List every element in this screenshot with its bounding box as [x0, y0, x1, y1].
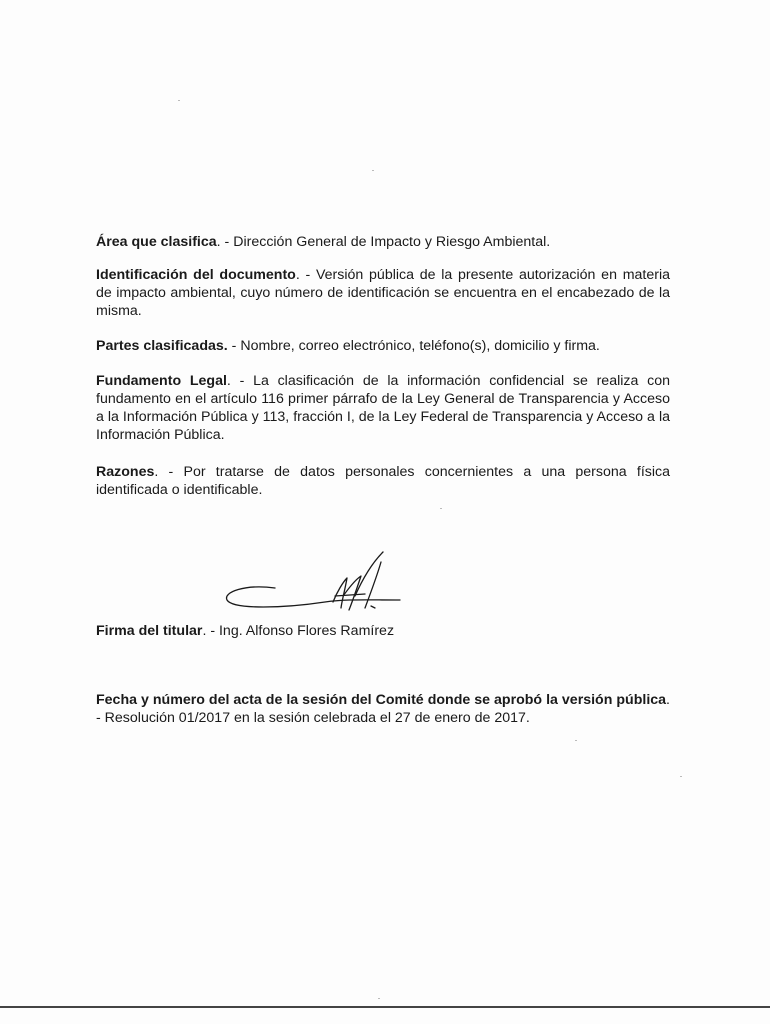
firma-label: Firma del titular [96, 623, 203, 639]
area-text: . - Dirección General de Impacto y Riesgo Ambiental. [216, 234, 551, 250]
scan-speck [378, 998, 380, 999]
scan-speck [680, 776, 682, 777]
scan-speck [178, 100, 180, 101]
handwritten-signature [215, 548, 405, 620]
partes-clasificadas-paragraph [96, 337, 670, 355]
scan-speck [372, 170, 374, 171]
fundamento-text: . - La clasificación de la información confidencial se realiza con fundamento en el artículo 116 primer párrafo de la Ley General de Transparencia y Acceso a la Información Pública y 113, fracción I, de la Ley Federal de Transparencia y Acceso a la Información Pública. [96, 373, 670, 443]
fundamento-legal-paragraph [96, 372, 670, 444]
area-que-clasifica-paragraph [96, 233, 670, 251]
identificacion-label: Identificación del documento [96, 267, 296, 283]
razones-text: . - Por tratarse de datos personales concernientes a una persona física identificada o identificable. [96, 464, 670, 498]
footer-rule [0, 1006, 770, 1008]
razones-label: Razones [96, 464, 155, 480]
scan-speck [575, 740, 577, 741]
identificacion-text: . - Versión pública de la presente autorización en materia de impacto ambiental, cuyo número de identificación se encuentra en el encabezado de la misma. [96, 267, 671, 319]
identificacion-paragraph [96, 266, 670, 320]
fecha-text: . - Resolución 01/2017 en la sesión celebrada el 27 de enero de 2017. [96, 692, 670, 726]
firma-titular-paragraph [96, 622, 670, 640]
scan-speck [440, 508, 442, 509]
partes-label: Partes clasificadas. [96, 338, 228, 354]
partes-text: - Nombre, correo electrónico, teléfono(s), domicilio y firma. [227, 338, 600, 354]
firma-text: . - Ing. Alfonso Flores Ramírez [202, 623, 395, 639]
fundamento-label: Fundamento Legal [96, 373, 227, 389]
fecha-acta-paragraph [96, 691, 670, 727]
razones-paragraph [96, 463, 670, 499]
fecha-label: Fecha y número del acta de la sesión del Comité donde se aprobó la versión pública [96, 692, 667, 708]
area-label: Área que clasifica [96, 234, 217, 250]
